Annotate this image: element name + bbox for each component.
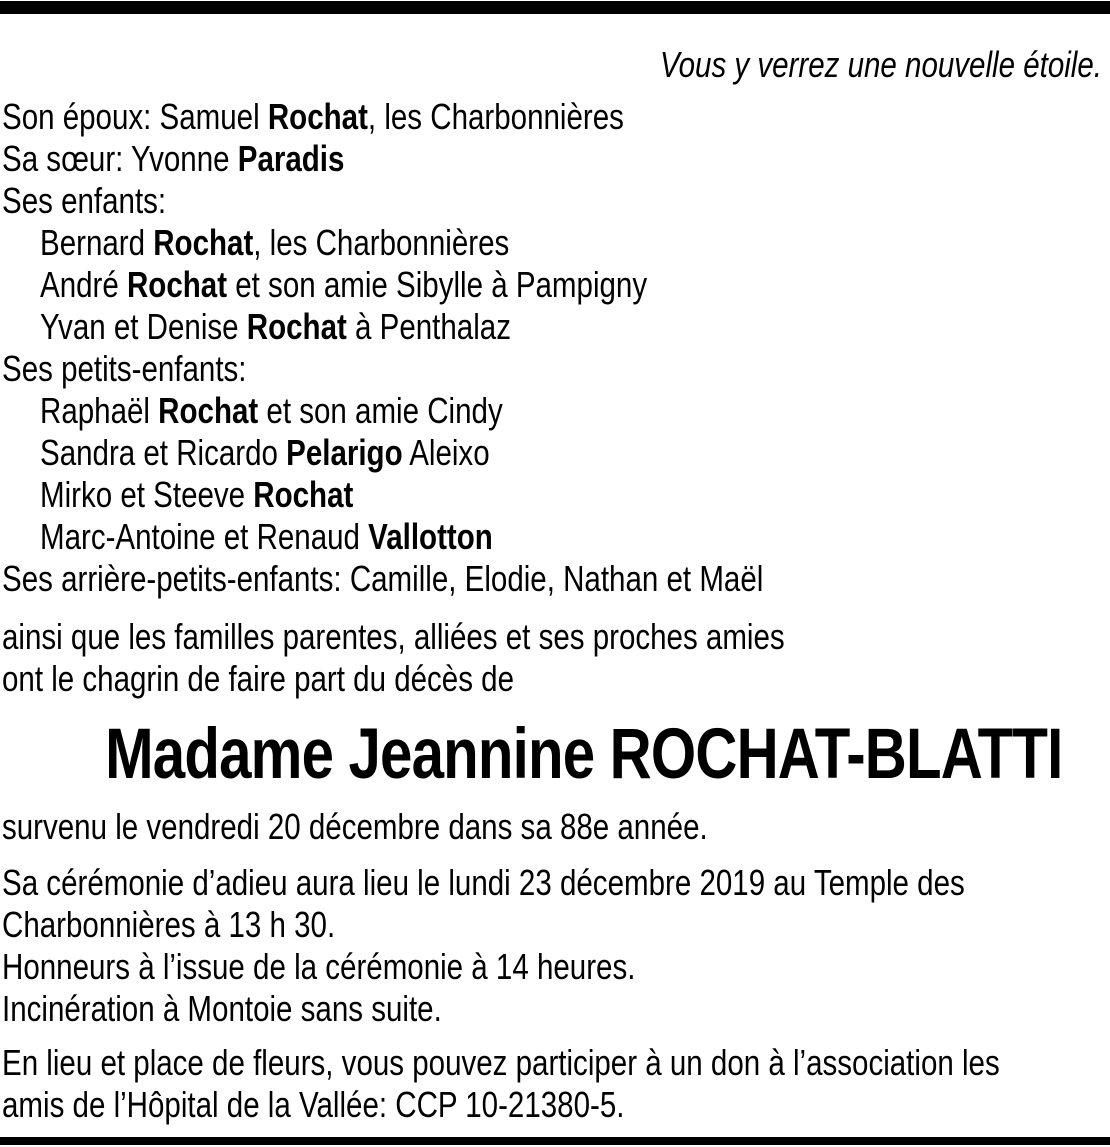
family-line-children-label: Ses enfants: bbox=[2, 180, 167, 221]
ceremony-line: Sa cérémonie d’adieu aura lieu le lundi 23 décembre 2019 au Temple des bbox=[2, 862, 965, 903]
epigraph-text: Vous y verrez une nouvelle étoile. bbox=[660, 44, 1102, 85]
surname-bold: Paradis bbox=[237, 138, 345, 179]
family-line-great-grandchildren: Ses arrière-petits-enfants: Camille, Elodie, Nathan et Maël bbox=[2, 558, 764, 599]
intro-line: ont le chagrin de faire part du décès de bbox=[2, 658, 515, 699]
ceremony-line: Incinération à Montoie sans suite. bbox=[2, 988, 442, 1029]
family-line-grandchild: Mirko et Steeve Rochat bbox=[40, 474, 354, 515]
death-date-line: survenu le vendredi 20 décembre dans sa 88e année. bbox=[2, 806, 708, 847]
deceased-name-heading: Madame Jeannine ROCHAT-BLATTI bbox=[105, 715, 1063, 794]
family-line-sister: Sa sœur: Yvonne Paradis bbox=[2, 138, 345, 179]
ceremony-details bbox=[0, 862, 1110, 1030]
bottom-rule bbox=[0, 1137, 1110, 1145]
family-line-child: Bernard Rochat, les Charbonnières bbox=[40, 222, 510, 263]
surname-bold: Rochat bbox=[267, 96, 368, 137]
surname-bold: Vallotton bbox=[368, 516, 493, 557]
family-list bbox=[0, 96, 1110, 600]
ceremony-line: Charbonnières à 13 h 30. bbox=[2, 904, 336, 945]
top-rule bbox=[0, 1, 1110, 14]
announcement-intro bbox=[0, 616, 1110, 700]
epigraph bbox=[0, 44, 1110, 86]
obituary-notice bbox=[0, 1, 1110, 1147]
surname-bold: Rochat bbox=[153, 222, 254, 263]
surname-bold: Pelarigo bbox=[286, 432, 403, 473]
donation-line: En lieu et place de fleurs, vous pouvez participer à un don à l’association les bbox=[2, 1042, 1000, 1083]
ceremony-line: Honneurs à l’issue de la cérémonie à 14 heures. bbox=[2, 946, 636, 987]
surname-bold: Rochat bbox=[158, 390, 259, 431]
family-line-child: Yvan et Denise Rochat à Penthalaz bbox=[40, 306, 511, 347]
family-line-grandchild: Sandra et Ricardo Pelarigo Aleixo bbox=[40, 432, 490, 473]
surname-bold: Rochat bbox=[246, 306, 347, 347]
family-line-grandchildren-label: Ses petits-enfants: bbox=[2, 348, 247, 389]
family-line-child: André Rochat et son amie Sibylle à Pampigny bbox=[40, 264, 648, 305]
family-line-grandchild: Marc-Antoine et Renaud Vallotton bbox=[40, 516, 493, 557]
family-line-spouse: Son époux: Samuel Rochat, les Charbonnières bbox=[2, 96, 624, 137]
donation-line: amis de l’Hôpital de la Vallée: CCP 10-21380-5. bbox=[2, 1084, 625, 1125]
family-line-grandchild: Raphaël Rochat et son amie Cindy bbox=[40, 390, 503, 431]
surname-bold: Rochat bbox=[126, 264, 228, 305]
intro-line: ainsi que les familles parentes, alliées et ses proches amies bbox=[2, 616, 785, 657]
donation-request bbox=[0, 1042, 1110, 1126]
surname-bold: Rochat bbox=[253, 474, 354, 515]
